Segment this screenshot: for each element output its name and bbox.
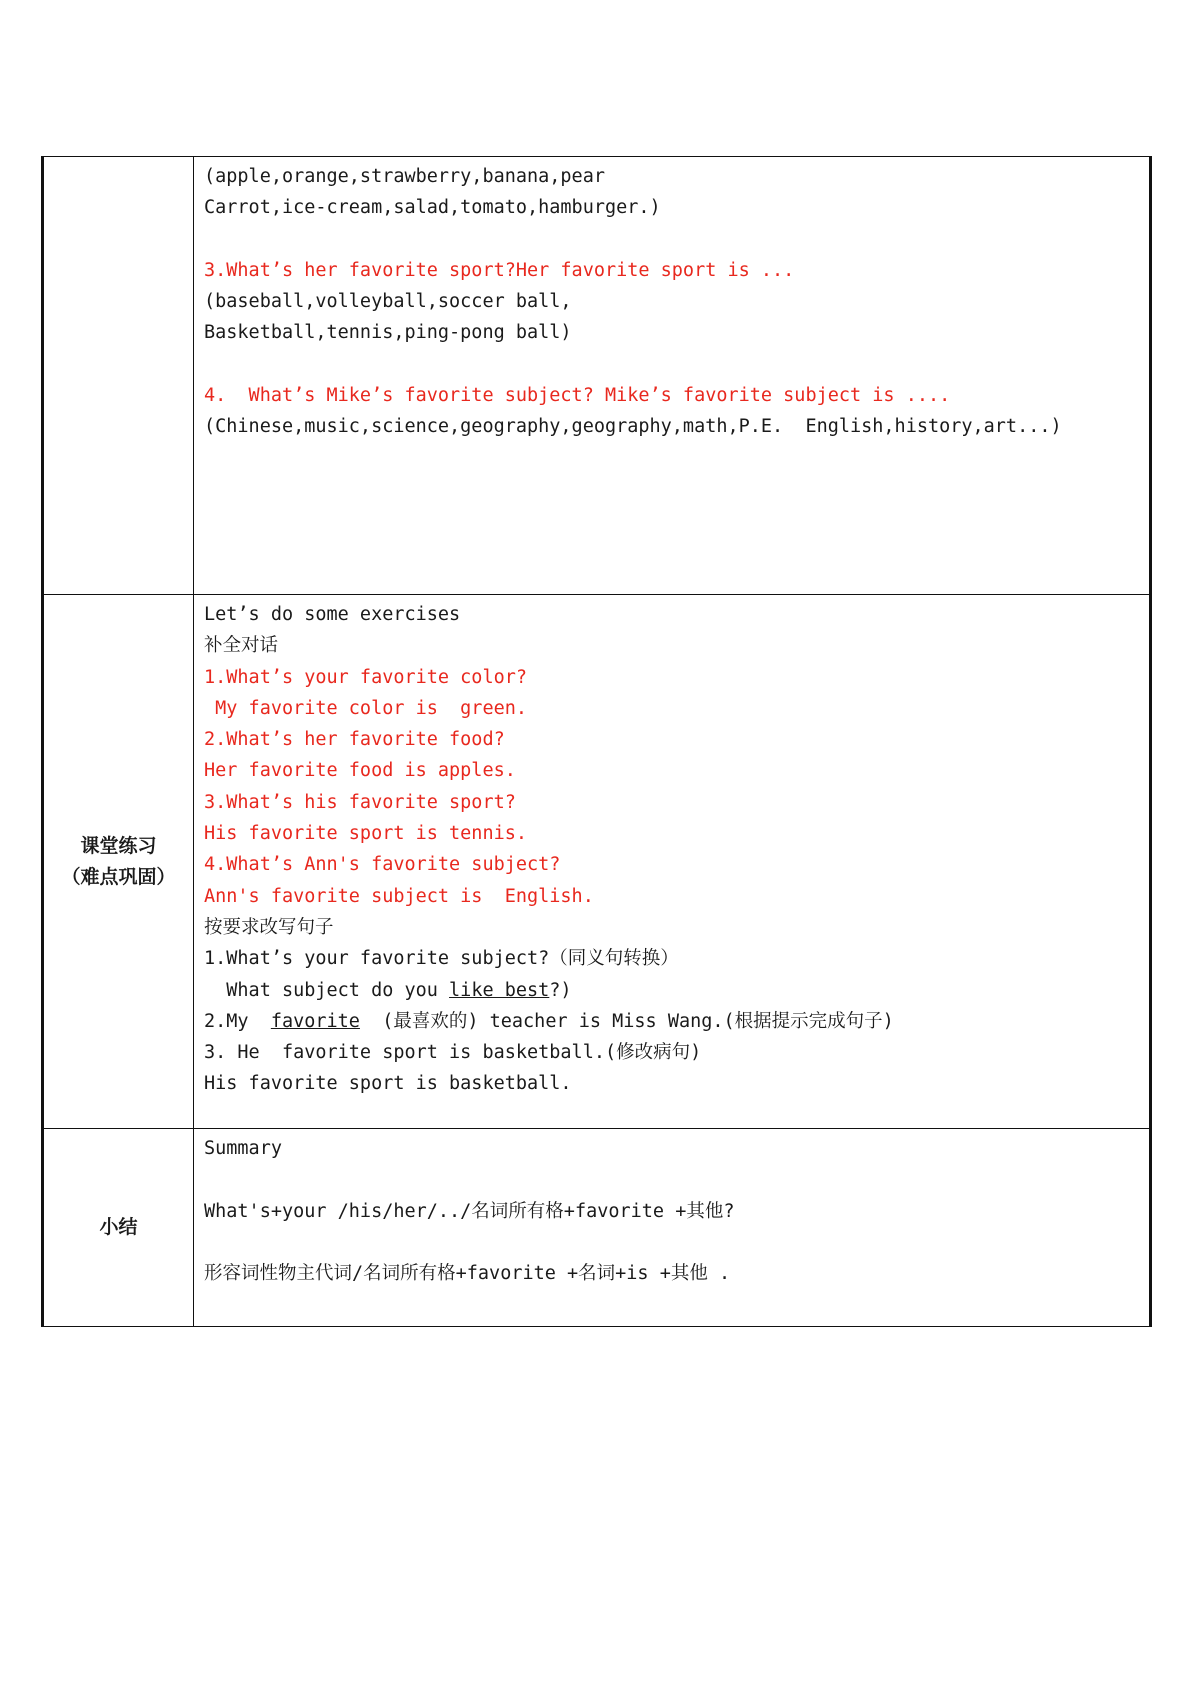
lesson-table [41, 156, 1152, 1327]
table-row-practice-continued [44, 157, 1149, 595]
dialog-line: 1.What’s your favorite color? [204, 666, 528, 688]
question-3-sport: 3.What’s her favorite sport?Her favorite sport is ... [204, 259, 795, 281]
summary-pattern-answer: 形容词性物主代词/名词所有格+favorite +名词+is +其他 . [204, 1263, 731, 1285]
summary-title: Summary [204, 1138, 282, 1159]
dialog-line: Her favorite food is apples. [204, 760, 516, 782]
dialog-line: 3.What’s his favorite sport? [204, 791, 516, 813]
table-row-summary [44, 1129, 1149, 1327]
dialog-line: His favorite sport is tennis. [204, 823, 528, 845]
heading-complete-dialog: 补全对话 [204, 635, 279, 657]
fruit-food-list-line2: Carrot,ice-cream,salad,tomato,hamburger.) [204, 197, 661, 219]
subject-list: (Chinese,music,science,geography,geography,math,P.E. English,history,art...) [204, 416, 1062, 438]
dialog-line: My favorite color is green. [204, 697, 528, 719]
rewrite-2-prefix: 2.My [204, 1010, 271, 1032]
practice-content [194, 157, 1149, 594]
sport-list-line2: Basketball,tennis,ping-pong ball) [204, 322, 572, 344]
table-row-classroom-exercise [44, 595, 1149, 1129]
sport-list-line1: (baseball,volleyball,soccer ball, [204, 291, 572, 313]
dialog-line: 4.What’s Ann's favorite subject? [204, 854, 561, 876]
exercise-content [194, 595, 1149, 1128]
heading-rewrite: 按要求改写句子 [204, 916, 334, 938]
rewrite-2-suffix: (最喜欢的) teacher is Miss Wang.(根据提示完成句子) [359, 1010, 894, 1032]
rewrite-3-question: 3. He favorite sport is basketball.(修改病句) [204, 1042, 702, 1064]
label-exercise-subtitle: （难点巩固） [61, 865, 176, 888]
row-label-empty [44, 157, 194, 594]
dialog-line: Ann's favorite subject is English. [204, 885, 594, 907]
summary-pattern-question: What's+your /his/her/../名词所有格+favorite +其他? [204, 1200, 735, 1222]
rewrite-2-blank-answer: favorite [270, 1010, 360, 1032]
rewrite-1-suffix: ?) [549, 979, 572, 1001]
rewrite-1-prefix: What subject do you [204, 979, 450, 1001]
question-4-subject: 4. What’s Mike’s favorite subject? Mike’s favorite subject is .... [204, 385, 951, 407]
fruit-food-list-line1: (apple,orange,strawberry,banana,pear [204, 166, 605, 187]
rewrite-1-answer [204, 975, 1149, 1006]
dialog-line: 2.What’s her favorite food? [204, 729, 505, 751]
rewrite-3-answer: His favorite sport is basketball. [204, 1073, 572, 1095]
rewrite-2 [204, 1006, 1149, 1037]
summary-content [194, 1129, 1149, 1326]
rewrite-1-blank-answer: like best [449, 979, 550, 1001]
rewrite-1-question: 1.What’s your favorite subject?（同义句转换） [204, 948, 679, 970]
label-exercise-title: 课堂练习 [80, 834, 157, 857]
exercise-intro: Let’s do some exercises [204, 604, 461, 625]
row-label-summary: 小结 [44, 1129, 194, 1326]
row-label-exercise [44, 595, 194, 1128]
